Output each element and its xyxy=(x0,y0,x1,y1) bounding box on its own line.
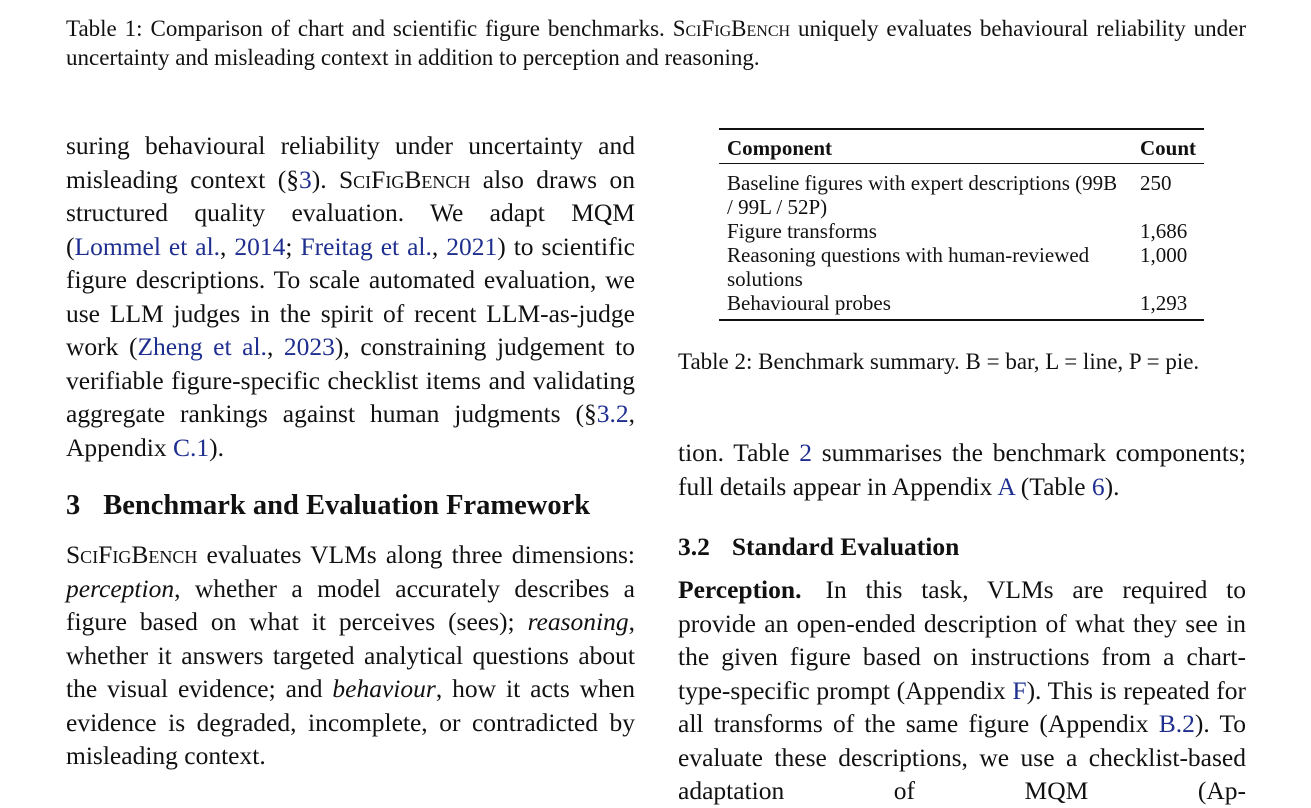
citation-freitag-author[interactable]: Freitag et al. xyxy=(300,231,432,261)
cell-component: Baseline figures with expert descriptions (99B / 99L / 52P) xyxy=(727,171,1118,219)
header-count: Count xyxy=(1132,129,1204,164)
table-row xyxy=(719,243,1204,291)
cell-count: 1,293 xyxy=(1139,291,1188,315)
text-run: , Appendix xyxy=(66,399,635,462)
benchmark-name: SciFigBench xyxy=(66,540,198,569)
right-column xyxy=(678,128,1246,808)
cell-count: 1,686 xyxy=(1139,219,1188,243)
table-6-link[interactable]: 6 xyxy=(1091,471,1105,501)
term-perception: perception xyxy=(66,573,175,603)
text-run: evaluates VLMs along three dimensions: xyxy=(197,540,635,569)
citation-lommel-year[interactable]: 2014 xyxy=(234,231,286,261)
text-run: , whether a model accurately describes a figure based on what it perceives (sees); xyxy=(66,573,635,636)
citation-zheng-year[interactable]: 2023 xyxy=(283,332,335,361)
cell-count: 250 xyxy=(1139,171,1172,195)
table-row xyxy=(719,164,1204,220)
citation-freitag-year[interactable]: 2021 xyxy=(446,231,498,261)
appendix-c1-link[interactable]: C.1 xyxy=(172,432,210,462)
benchmark-name: SciFigBench xyxy=(672,16,791,41)
table-row xyxy=(719,219,1204,243)
header-component: Component xyxy=(719,129,1132,164)
appendix-f-link[interactable]: F xyxy=(1012,675,1027,705)
table1-caption-text-a: Comparison of chart and scientific figure benchmarks. xyxy=(150,16,665,41)
term-reasoning: reasoning xyxy=(527,607,629,636)
paragraph-framework xyxy=(66,538,635,773)
text-run: ). xyxy=(1104,471,1120,501)
text-run: , how it acts when evidence is degraded, incomplete, or contradicted by misleading context. xyxy=(66,674,636,770)
text-run: suring behavioural reliability under uncertainty and misleading context (§ xyxy=(66,131,635,194)
cell-component: Reasoning questions with human-reviewed solutions xyxy=(727,243,1090,291)
text-run: ). To evaluate these descriptions, we use a checklist-based adaptation of MQM (Ap- xyxy=(678,709,1246,805)
term-behaviour: behaviour xyxy=(332,674,436,703)
text-run: ) to scientific figure descriptions. To scale automated evaluation, we use LLM judges in the spirit of recent LLM-as-judge work ( xyxy=(66,231,635,361)
appendix-a-link[interactable]: A xyxy=(997,471,1015,501)
citation-lommel-author[interactable]: Lommel et al. xyxy=(74,231,221,261)
paragraph-table-summary xyxy=(678,436,1246,503)
table1-label: Table 1: xyxy=(66,16,143,41)
text-run: also draws on structured quality evaluation. We adapt MQM ( xyxy=(66,164,635,261)
text-run: ). This is repeated for all transforms of the same figure (Appendix xyxy=(678,675,1247,738)
text-run: summarises the benchmark components; full details appear in Appendix xyxy=(678,438,1246,501)
table-2-link[interactable]: 2 xyxy=(799,438,813,467)
table1-caption xyxy=(66,14,1246,72)
section-title: Benchmark and Evaluation Framework xyxy=(103,490,591,521)
left-column xyxy=(66,129,635,773)
table2-caption: Table 2: Benchmark summary. B = bar, L = line, P = pie. xyxy=(678,349,1200,374)
text-run: ). xyxy=(209,432,224,462)
benchmark-summary-table xyxy=(719,128,1204,321)
section-3-2-heading xyxy=(678,530,1246,563)
appendix-b2-link[interactable]: B.2 xyxy=(1158,709,1195,738)
citation-zheng-author[interactable]: Zheng et al. xyxy=(137,332,267,361)
table-row xyxy=(719,291,1204,320)
section-3-link[interactable]: 3 xyxy=(298,164,312,194)
cell-component: Figure transforms xyxy=(727,219,877,243)
table-header-row xyxy=(719,129,1204,164)
text-run: ; xyxy=(285,231,301,261)
text-run: (Table xyxy=(1014,471,1092,501)
cell-component: Behavioural probes xyxy=(727,291,891,315)
text-run: In this task, VLMs are required to provide an open-ended description of what they see in the given figure based on instructions from a chart-type-specific prompt (Appendix xyxy=(678,575,1246,705)
text-run: , whether it answers targeted analytical questions about the visual evidence; and xyxy=(66,607,635,703)
cell-count: 1,000 xyxy=(1139,243,1188,267)
paragraph-related-work: suring behavioural reliability under uncertainty and misleading context (§3). SciFigBench also draws on structured quality evaluation. We adapt MQM (Lommel et al., 2014; Freitag et al., 2021) to scientific figure descriptions. To scale automated evaluation, we use LLM judges in the spirit of recent LLM-as-judge work (Zheng et al., 2023), constraining judgement to verifiable figure-specific checklist items and validating aggregate rankings against human judgments (§3.2, Appendix C.1). xyxy=(66,131,635,462)
paragraph-perception xyxy=(678,573,1246,808)
table1-caption-text-b: uniquely evaluates behavioural reliability under uncertainty and misleading context in addition to perception and reasoning. xyxy=(66,16,1247,70)
section-title: Standard Evaluation xyxy=(731,532,960,561)
text-run: tion. Table xyxy=(678,438,800,467)
section-number: 3 xyxy=(66,490,81,521)
section-3-heading xyxy=(66,488,635,524)
benchmark-name: SciFigBench xyxy=(338,164,471,194)
text-run: ). xyxy=(311,164,339,194)
text-run: ), constraining judgement to verifiable figure-specific checklist items and validating aggregate rankings against human judgments (§ xyxy=(66,332,635,428)
perception-heading: Perception. xyxy=(678,575,802,604)
section-3-2-link[interactable]: 3.2 xyxy=(596,399,629,428)
section-number: 3.2 xyxy=(678,532,710,561)
